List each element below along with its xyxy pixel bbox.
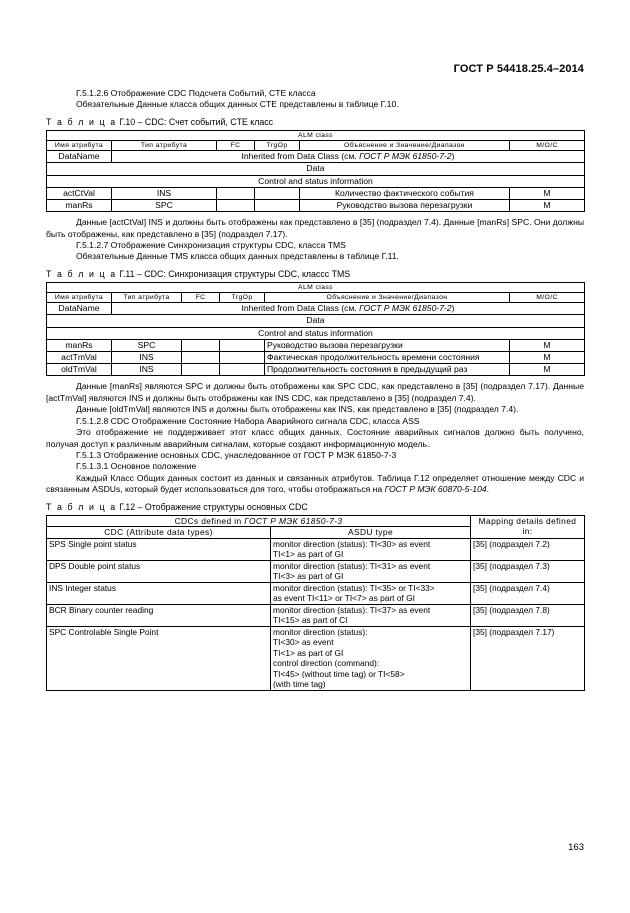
paragraph-cdc-relation: Каждый Класс Общих данных состоит из данных и связанных атрибутов. Таблица Г.12 определяет отношение между CDC и связанным ASDUs, который будет использоваться для того, чтобы отображаться на ГОСТ Р МЭК 60870-5-104. bbox=[46, 472, 584, 495]
table12-mapping-header: Mapping details defined in: bbox=[471, 515, 585, 538]
table12-col-asdu: ASDU type bbox=[271, 527, 471, 539]
table-row: oldTmVal INS Продолжительность состояния в предыдущий раз M bbox=[47, 364, 585, 376]
table-row: actTmVal INS Фактическая продолжительность времени состояния M bbox=[47, 352, 585, 364]
paragraph-after-table11-4: Это отображение не поддерживает этот класс общих данных. Состояние аварийных сигналов должно быть получено, получая доступ к различным аварийным сигналам, которые создают информационную модель. bbox=[46, 427, 584, 449]
table11-caption: Т а б л и ц а Г.11 – CDC: Синхронизация структуры CDC, классс TMS bbox=[46, 268, 351, 279]
table10-col-moc: M/O/C bbox=[510, 141, 585, 151]
table10 bbox=[46, 130, 585, 212]
table-row: SPC Controlable Single Point monitor direction (status): TI<30> as event TI<1> as part of GI control direction (command): TI<45> (without time tag) or TI<58> (with time tag) [35] (подраздел 7.17) bbox=[47, 626, 585, 690]
table11-col-trgop: TrgOp bbox=[220, 293, 265, 303]
table10-col-name: Имя атрибута bbox=[47, 141, 112, 151]
table11-col-desc: Объяснение и Значение/Диапазон bbox=[265, 293, 510, 303]
section-title-g513: Г.5.1.3 Отображение основных CDC, унаследованное от ГОСТ Р МЭК 61850-7-3 bbox=[76, 449, 397, 460]
table-row: actCtVal INS Количество фактического события M bbox=[47, 187, 585, 199]
table10-group-header: ALM class bbox=[47, 131, 585, 141]
table11-col-name: Имя атрибута bbox=[47, 293, 112, 303]
paragraph-after-table10: Данные [actCtVal] INS и должны быть отображены как представлено в [35] (подраздел 7.4). Данные [manRs] SPC. Они должны быть отображены, как представлено в [35] (подраздел 7.17). bbox=[46, 217, 584, 239]
table12 bbox=[46, 515, 585, 691]
table11-data-label: Data bbox=[47, 315, 585, 327]
table-row: SPS Single point status monitor direction (status): TI<30> as event TI<1> as part of GI [35] (подраздел 7.2) bbox=[47, 538, 585, 560]
table10-col-desc: Объяснение и Значение/Диапазон bbox=[300, 141, 510, 151]
table10-inherited: Inherited from Data Class (см. ГОСТ Р МЭК 61850-7-2) bbox=[112, 151, 585, 163]
page-content bbox=[46, 88, 584, 691]
table11-col-type: Тип атрибута bbox=[112, 293, 182, 303]
section-title-g5127: Г.5.1.2.7 Отображение Синхронизация структуры CDC, класса TMS bbox=[76, 240, 346, 251]
document-id: ГОСТ Р 54418.25.4–2014 bbox=[453, 63, 584, 75]
table10-control-label: Control and status information bbox=[47, 175, 585, 187]
table12-cdcs-header: CDCs defined in ГОСТ Р МЭК 61850-7-3 bbox=[47, 515, 471, 527]
table10-data-label: Data bbox=[47, 163, 585, 175]
table11-group-header: ALM class bbox=[47, 283, 585, 293]
paragraph-after-table11-2: Данные [oldTmVal] являются INS и должны быть отображены как INS, как представлено в [35] (подраздел 7.4). bbox=[76, 404, 519, 415]
table12-caption: Т а б л и ц а Г.12 – Отображение структуры основных CDC bbox=[46, 501, 308, 512]
paragraph-after-table11-1: Данные [manRs] являются SPC и должны быть отображены как SPC CDC, как представлено в [35] (подраздел 7.17). Данные [actTmVal] являются INS и должны быть отображены как INS CDC, как представлено в [35] (подраздел 7.4). bbox=[46, 381, 584, 403]
table-row: DPS Double point status monitor direction (status): TI<31> as event TI<3> as part of GI [35] (подраздел 7.3) bbox=[47, 560, 585, 582]
table10-caption: Т а б л и ц а Г.10 – CDC: Счет событий, CTE класс bbox=[46, 116, 274, 127]
table11 bbox=[46, 282, 585, 376]
section-text-g5127: Обязательные Данные TMS класса общих данных представлены в таблице Г.11. bbox=[76, 251, 399, 262]
table-row: BCR Binary counter reading monitor direction (status): TI<37> as event TI<15> as part of CI [35] (подраздел 7.8) bbox=[47, 604, 585, 626]
table10-dataname: DataName bbox=[47, 151, 112, 163]
table10-col-fc: FC bbox=[217, 141, 255, 151]
table10-col-type: Тип атрибута bbox=[112, 141, 217, 151]
section-title-g5131: Г.5.1.3.1 Основное положение bbox=[76, 461, 197, 472]
table11-control-label: Control and status information bbox=[47, 327, 585, 339]
table11-col-fc: FC bbox=[182, 293, 220, 303]
table-row: INS Integer status monitor direction (status): TI<35> or TI<33> as event TI<11> or TI<7> as part of GI [35] (подраздел 7.4) bbox=[47, 582, 585, 604]
table-row: manRs SPC Руководство вызова перезагрузки M bbox=[47, 200, 585, 212]
table11-dataname: DataName bbox=[47, 303, 112, 315]
table11-inherited: Inherited from Data Class (см. ГОСТ Р МЭК 61850-7-2) bbox=[112, 303, 585, 315]
section-title-g5126: Г.5.1.2.6 Отображение CDC Подсчета Событий, CTE класса bbox=[76, 88, 316, 98]
table11-col-moc: M/O/C bbox=[510, 293, 585, 303]
page-number: 163 bbox=[568, 842, 584, 853]
section-title-g5128: Г.5.1.2.8 CDC Отображение Состояние Набора Аварийного сигнала CDC, класса ASS bbox=[76, 415, 420, 426]
table12-col-cdc: CDC (Attribute data types) bbox=[47, 527, 271, 539]
table10-col-trgop: TrgOp bbox=[255, 141, 300, 151]
table-row: manRs SPC Руководство вызова перезагрузки M bbox=[47, 339, 585, 351]
section-text-g5126: Обязательные Данные класса общих данных CTE представлены в таблице Г.10. bbox=[76, 99, 399, 110]
